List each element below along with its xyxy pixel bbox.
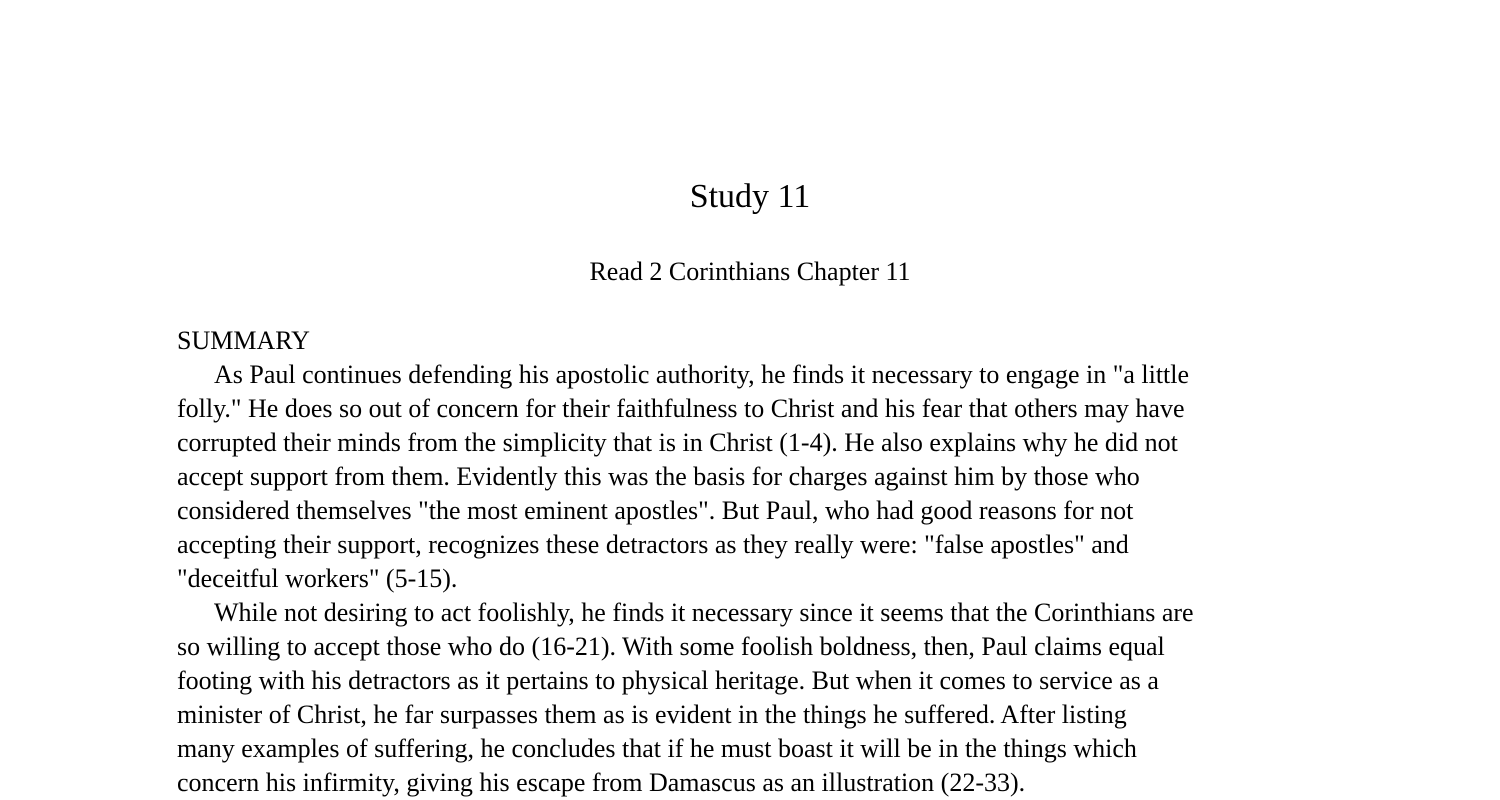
text-line: As Paul continues defending his apostolic authority, he finds it necessary to engage in "a little	[214, 360, 1190, 389]
text-line: While not desiring to act foolishly, he finds it necessary since it seems that the Corinthians are	[214, 598, 1194, 627]
section-heading: SUMMARY	[177, 326, 310, 355]
paragraph	[177, 596, 1337, 800]
document-body	[177, 324, 1337, 800]
text-line: concern his infirmity, giving his escape from Damascus as an illustration (22-33).	[177, 768, 1026, 797]
text-line: accept support from them. Evidently this was the basis for charges against him by those who	[177, 462, 1140, 491]
text-line: so willing to accept those who do (16-21). With some foolish boldness, then, Paul claims equal	[177, 632, 1165, 661]
text-line: folly." He does so out of concern for their faithfulness to Christ and his fear that others may have	[177, 394, 1185, 423]
document-subtitle: Read 2 Corinthians Chapter 11	[589, 257, 911, 286]
text-line: accepting their support, recognizes these detractors as they really were: "false apostles" and	[177, 530, 1129, 559]
text-line: considered themselves "the most eminent apostles". But Paul, who had good reasons for not	[177, 496, 1134, 525]
document-title: Study 11	[689, 178, 811, 215]
paragraph	[177, 358, 1337, 596]
text-line: many examples of suffering, he concludes that if he must boast it will be in the things which	[177, 734, 1137, 763]
text-line: footing with his detractors as it pertains to physical heritage. But when it comes to service as a	[177, 666, 1159, 695]
text-line: corrupted their minds from the simplicity that is in Christ (1-4). He also explains why he did not	[177, 428, 1178, 457]
text-line: minister of Christ, he far surpasses them as is evident in the things he suffered. After listing	[177, 700, 1127, 729]
text-line: "deceitful workers" (5-15).	[177, 564, 458, 593]
